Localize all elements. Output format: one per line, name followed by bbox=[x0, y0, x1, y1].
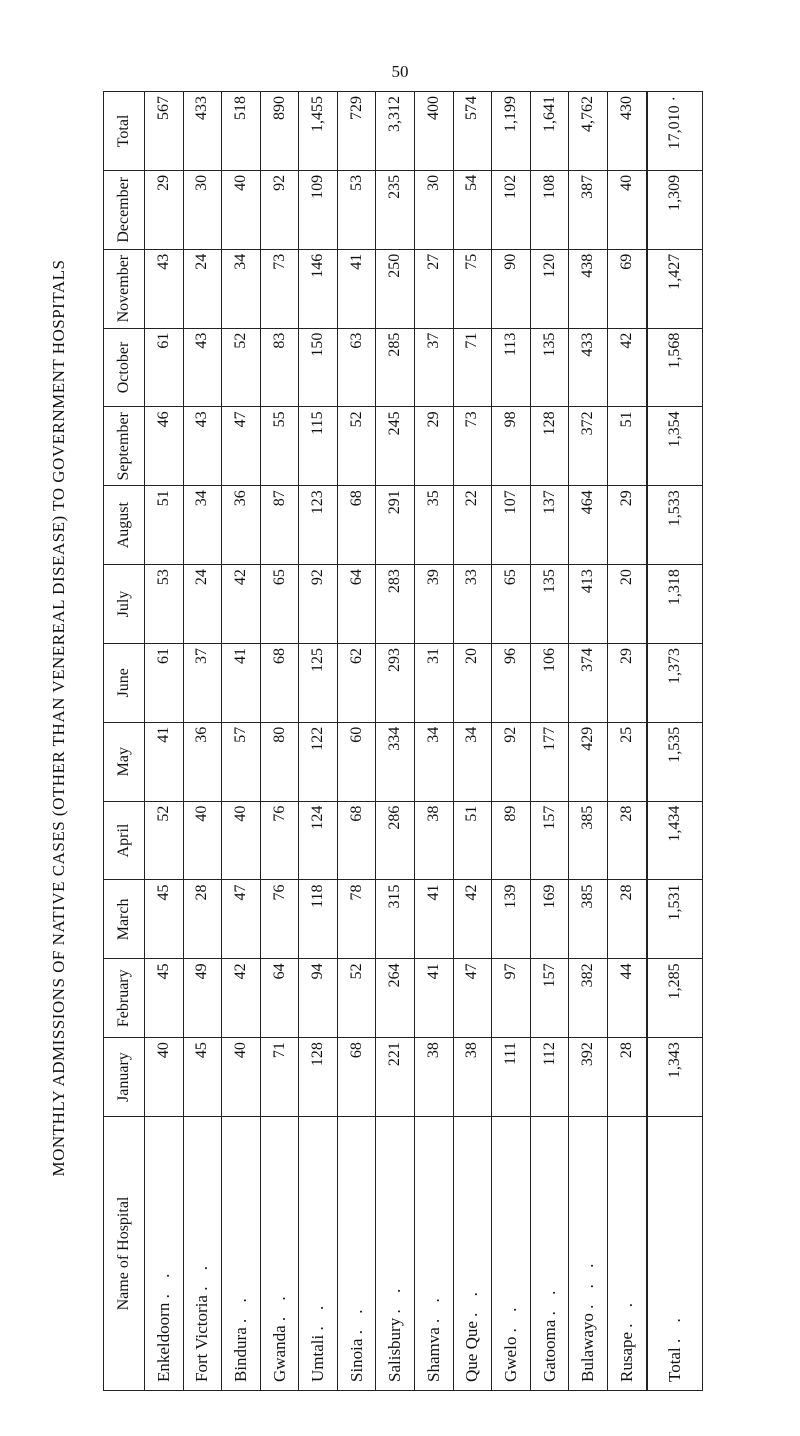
month-value-cell: 157 bbox=[530, 959, 569, 1038]
month-value-cell: 64 bbox=[337, 565, 376, 644]
column-header: October bbox=[104, 328, 145, 407]
month-value-cell: 27 bbox=[415, 249, 454, 328]
month-value-cell: 20 bbox=[453, 643, 492, 722]
month-value-cell: 20 bbox=[607, 565, 646, 644]
month-value-cell: 78 bbox=[337, 880, 376, 959]
month-value-cell: 245 bbox=[376, 407, 415, 486]
hospital-name-cell bbox=[607, 1117, 646, 1391]
month-value-cell: 34 bbox=[415, 722, 454, 801]
month-value-cell: 52 bbox=[337, 407, 376, 486]
month-value-cell: 108 bbox=[530, 170, 569, 249]
month-value-cell: 51 bbox=[453, 801, 492, 880]
month-value-cell: 64 bbox=[260, 959, 299, 1038]
month-value-cell: 68 bbox=[260, 643, 299, 722]
hospital-name-cell bbox=[299, 1117, 338, 1391]
page-title: MONTHLY ADMISSIONS OF NATIVE CASES (OTHER THAN VENEREAL DISEASE) TO GOVERNMENT HOSPITALS bbox=[49, 259, 68, 1177]
month-value-cell: 57 bbox=[222, 722, 261, 801]
table-row bbox=[222, 92, 261, 1391]
hospital-name-cell bbox=[337, 1117, 376, 1391]
column-header: November bbox=[104, 249, 145, 328]
month-value-cell: 68 bbox=[337, 801, 376, 880]
admissions-table-container bbox=[103, 91, 703, 1391]
month-value-cell: 37 bbox=[415, 328, 454, 407]
hospital-name: Sinoia bbox=[346, 1338, 366, 1382]
month-value-cell: 28 bbox=[183, 880, 222, 959]
row-total-cell: 890 bbox=[260, 92, 299, 171]
hospital-name-cell bbox=[569, 1117, 608, 1391]
month-value-cell: 22 bbox=[453, 486, 492, 565]
hospital-name-cell bbox=[376, 1117, 415, 1391]
month-value-cell: 24 bbox=[183, 565, 222, 644]
leader-dots: . . bbox=[664, 1312, 684, 1344]
month-value-cell: 47 bbox=[222, 407, 261, 486]
month-value-cell: 1,354 bbox=[647, 407, 703, 486]
month-value-cell: 235 bbox=[376, 170, 415, 249]
table-row bbox=[453, 92, 492, 1391]
month-value-cell: 29 bbox=[415, 407, 454, 486]
month-value-cell: 24 bbox=[183, 249, 222, 328]
column-header: May bbox=[104, 722, 145, 801]
hospital-name-cell bbox=[260, 1117, 299, 1391]
month-value-cell: 107 bbox=[492, 486, 531, 565]
month-value-cell: 28 bbox=[607, 880, 646, 959]
month-value-cell: 65 bbox=[260, 565, 299, 644]
month-value-cell: 40 bbox=[222, 801, 261, 880]
month-value-cell: 35 bbox=[415, 486, 454, 565]
month-value-cell: 41 bbox=[415, 880, 454, 959]
row-total-cell: 3,312 bbox=[376, 92, 415, 171]
row-total-cell: 4,762 bbox=[569, 92, 608, 171]
month-value-cell: 69 bbox=[607, 249, 646, 328]
leader-dots: . . bbox=[616, 1296, 636, 1328]
month-value-cell: 46 bbox=[145, 407, 184, 486]
hospital-name-cell bbox=[492, 1117, 531, 1391]
month-value-cell: 40 bbox=[222, 170, 261, 249]
month-value-cell: 52 bbox=[145, 801, 184, 880]
month-value-cell: 52 bbox=[222, 328, 261, 407]
month-value-cell: 115 bbox=[299, 407, 338, 486]
month-value-cell: 1,343 bbox=[647, 1038, 703, 1117]
month-value-cell: 53 bbox=[145, 565, 184, 644]
month-value-cell: 47 bbox=[453, 959, 492, 1038]
month-value-cell: 34 bbox=[222, 249, 261, 328]
month-value-cell: 285 bbox=[376, 328, 415, 407]
column-header: July bbox=[104, 565, 145, 644]
row-total-cell: 567 bbox=[145, 92, 184, 171]
month-value-cell: 94 bbox=[299, 959, 338, 1038]
table-row bbox=[415, 92, 454, 1391]
row-total-cell: 1,199 bbox=[492, 92, 531, 171]
month-value-cell: 150 bbox=[299, 328, 338, 407]
month-value-cell: 96 bbox=[492, 643, 531, 722]
column-header: April bbox=[104, 801, 145, 880]
hospital-name-cell bbox=[530, 1117, 569, 1391]
month-value-cell: 177 bbox=[530, 722, 569, 801]
month-value-cell: 97 bbox=[492, 959, 531, 1038]
month-value-cell: 111 bbox=[492, 1038, 531, 1117]
month-value-cell: 62 bbox=[337, 643, 376, 722]
month-value-cell: 169 bbox=[530, 880, 569, 959]
leader-dots: . . bbox=[385, 1282, 405, 1314]
month-value-cell: 1,535 bbox=[647, 722, 703, 801]
month-value-cell: 286 bbox=[376, 801, 415, 880]
month-value-cell: 39 bbox=[415, 565, 454, 644]
month-value-cell: 90 bbox=[492, 249, 531, 328]
month-value-cell: 109 bbox=[299, 170, 338, 249]
month-value-cell: 1,373 bbox=[647, 643, 703, 722]
leader-dots: . . . bbox=[578, 1257, 598, 1309]
month-value-cell: 429 bbox=[569, 722, 608, 801]
month-value-cell: 45 bbox=[145, 880, 184, 959]
month-value-cell: 29 bbox=[607, 643, 646, 722]
month-value-cell: 42 bbox=[222, 959, 261, 1038]
hospital-name-cell bbox=[145, 1117, 184, 1391]
month-value-cell: 98 bbox=[492, 407, 531, 486]
month-value-cell: 125 bbox=[299, 643, 338, 722]
month-value-cell: 25 bbox=[607, 722, 646, 801]
month-value-cell: 41 bbox=[415, 959, 454, 1038]
month-value-cell: 433 bbox=[569, 328, 608, 407]
table-row bbox=[607, 92, 646, 1391]
hospital-name: Rusape bbox=[616, 1331, 636, 1382]
leader-dots: . . bbox=[308, 1299, 328, 1331]
leader-dots: . . bbox=[269, 1290, 289, 1322]
hospital-name: Gwanda bbox=[269, 1325, 289, 1382]
month-value-cell: 36 bbox=[183, 722, 222, 801]
month-value-cell: 73 bbox=[453, 407, 492, 486]
row-total-cell: 433 bbox=[183, 92, 222, 171]
hospital-name-cell bbox=[222, 1117, 261, 1391]
month-value-cell: 61 bbox=[145, 643, 184, 722]
table-row bbox=[299, 92, 338, 1391]
month-value-cell: 41 bbox=[145, 722, 184, 801]
month-value-cell: 372 bbox=[569, 407, 608, 486]
month-value-cell: 392 bbox=[569, 1038, 608, 1117]
month-value-cell: 89 bbox=[492, 801, 531, 880]
month-value-cell: 291 bbox=[376, 486, 415, 565]
header-row bbox=[104, 92, 145, 1391]
column-header: June bbox=[104, 643, 145, 722]
month-value-cell: 464 bbox=[569, 486, 608, 565]
table-row bbox=[145, 92, 184, 1391]
month-value-cell: 34 bbox=[453, 722, 492, 801]
hospital-name-cell bbox=[183, 1117, 222, 1391]
month-value-cell: 92 bbox=[492, 722, 531, 801]
month-value-cell: 30 bbox=[183, 170, 222, 249]
month-value-cell: 1,285 bbox=[647, 959, 703, 1038]
month-value-cell: 283 bbox=[376, 565, 415, 644]
month-value-cell: 120 bbox=[530, 249, 569, 328]
month-value-cell: 146 bbox=[299, 249, 338, 328]
table-row bbox=[337, 92, 376, 1391]
table-row bbox=[260, 92, 299, 1391]
table-row bbox=[530, 92, 569, 1391]
column-header: Name of Hospital bbox=[104, 1117, 145, 1391]
month-value-cell: 112 bbox=[530, 1038, 569, 1117]
month-value-cell: 106 bbox=[530, 643, 569, 722]
month-value-cell: 28 bbox=[607, 801, 646, 880]
month-value-cell: 71 bbox=[453, 328, 492, 407]
month-value-cell: 42 bbox=[607, 328, 646, 407]
month-value-cell: 49 bbox=[183, 959, 222, 1038]
month-value-cell: 92 bbox=[260, 170, 299, 249]
month-value-cell: 139 bbox=[492, 880, 531, 959]
table-row bbox=[569, 92, 608, 1391]
month-value-cell: 41 bbox=[222, 643, 261, 722]
leader-dots: . . bbox=[423, 1292, 443, 1323]
column-header: Total bbox=[104, 92, 145, 171]
month-value-cell: 71 bbox=[260, 1038, 299, 1117]
month-value-cell: 293 bbox=[376, 643, 415, 722]
column-header: August bbox=[104, 486, 145, 565]
month-value-cell: 1,531 bbox=[647, 880, 703, 959]
month-value-cell: 80 bbox=[260, 722, 299, 801]
month-value-cell: 38 bbox=[415, 801, 454, 880]
row-total-cell: 574 bbox=[453, 92, 492, 171]
column-header: February bbox=[104, 959, 145, 1038]
table-row bbox=[492, 92, 531, 1391]
month-value-cell: 34 bbox=[183, 486, 222, 565]
month-value-cell: 1,533 bbox=[647, 486, 703, 565]
month-value-cell: 36 bbox=[222, 486, 261, 565]
hospital-name: Gwelo bbox=[500, 1336, 520, 1382]
row-total-cell: 17,010 · bbox=[647, 92, 703, 171]
month-value-cell: 387 bbox=[569, 170, 608, 249]
hospital-name: Fort Victoria bbox=[192, 1295, 212, 1382]
month-value-cell: 83 bbox=[260, 328, 299, 407]
month-value-cell: 1,427 bbox=[647, 249, 703, 328]
month-value-cell: 334 bbox=[376, 722, 415, 801]
row-total-cell: 1,455 bbox=[299, 92, 338, 171]
month-value-cell: 382 bbox=[569, 959, 608, 1038]
month-value-cell: 55 bbox=[260, 407, 299, 486]
month-value-cell: 44 bbox=[607, 959, 646, 1038]
month-value-cell: 54 bbox=[453, 170, 492, 249]
month-value-cell: 68 bbox=[337, 1038, 376, 1117]
month-value-cell: 41 bbox=[337, 249, 376, 328]
hospital-name-cell bbox=[453, 1117, 492, 1391]
month-value-cell: 123 bbox=[299, 486, 338, 565]
hospital-name: Salisbury bbox=[385, 1317, 405, 1382]
leader-dots: . . bbox=[230, 1292, 250, 1323]
hospital-name: Gatooma bbox=[539, 1319, 559, 1382]
month-value-cell: 438 bbox=[569, 249, 608, 328]
column-header: September bbox=[104, 407, 145, 486]
row-total-cell: 400 bbox=[415, 92, 454, 171]
month-value-cell: 76 bbox=[260, 801, 299, 880]
month-value-cell: 38 bbox=[453, 1038, 492, 1117]
row-total-cell: 729 bbox=[337, 92, 376, 171]
month-value-cell: 42 bbox=[453, 880, 492, 959]
month-value-cell: 43 bbox=[183, 407, 222, 486]
hospital-name-cell bbox=[415, 1117, 454, 1391]
month-value-cell: 250 bbox=[376, 249, 415, 328]
row-total-cell: 430 bbox=[607, 92, 646, 171]
month-value-cell: 73 bbox=[260, 249, 299, 328]
month-value-cell: 1,568 bbox=[647, 328, 703, 407]
month-value-cell: 30 bbox=[415, 170, 454, 249]
hospital-name: Umtali bbox=[308, 1334, 328, 1382]
month-value-cell: 374 bbox=[569, 643, 608, 722]
month-value-cell: 1,309 bbox=[647, 170, 703, 249]
month-value-cell: 40 bbox=[183, 801, 222, 880]
month-value-cell: 1,434 bbox=[647, 801, 703, 880]
month-value-cell: 37 bbox=[183, 643, 222, 722]
month-value-cell: 385 bbox=[569, 801, 608, 880]
month-value-cell: 51 bbox=[607, 407, 646, 486]
column-header: January bbox=[104, 1038, 145, 1117]
row-total-cell: 1,641 bbox=[530, 92, 569, 171]
month-value-cell: 128 bbox=[299, 1038, 338, 1117]
month-value-cell: 43 bbox=[183, 328, 222, 407]
month-value-cell: 47 bbox=[222, 880, 261, 959]
hospital-name: Bindura bbox=[230, 1327, 250, 1382]
leader-dots: . . bbox=[346, 1303, 366, 1335]
month-value-cell: 264 bbox=[376, 959, 415, 1038]
month-value-cell: 40 bbox=[607, 170, 646, 249]
month-value-cell: 135 bbox=[530, 328, 569, 407]
hospital-name: Enkeldoorn bbox=[153, 1302, 173, 1382]
month-value-cell: 315 bbox=[376, 880, 415, 959]
month-value-cell: 102 bbox=[492, 170, 531, 249]
table-row bbox=[183, 92, 222, 1391]
month-value-cell: 42 bbox=[222, 565, 261, 644]
month-value-cell: 40 bbox=[145, 1038, 184, 1117]
month-value-cell: 124 bbox=[299, 801, 338, 880]
month-value-cell: 157 bbox=[530, 801, 569, 880]
month-value-cell: 52 bbox=[337, 959, 376, 1038]
column-header: March bbox=[104, 880, 145, 959]
month-value-cell: 135 bbox=[530, 565, 569, 644]
leader-dots: . . bbox=[500, 1301, 520, 1333]
month-value-cell: 31 bbox=[415, 643, 454, 722]
month-value-cell: 63 bbox=[337, 328, 376, 407]
month-value-cell: 40 bbox=[222, 1038, 261, 1117]
month-value-cell: 1,318 bbox=[647, 565, 703, 644]
hospital-name: Que Que bbox=[462, 1321, 482, 1382]
month-value-cell: 61 bbox=[145, 328, 184, 407]
month-value-cell: 60 bbox=[337, 722, 376, 801]
month-value-cell: 53 bbox=[337, 170, 376, 249]
month-value-cell: 33 bbox=[453, 565, 492, 644]
admissions-table bbox=[103, 91, 703, 1391]
hospital-name: Shamva bbox=[423, 1327, 443, 1382]
month-value-cell: 385 bbox=[569, 880, 608, 959]
month-value-cell: 45 bbox=[145, 959, 184, 1038]
month-value-cell: 122 bbox=[299, 722, 338, 801]
total-row bbox=[647, 92, 703, 1391]
hospital-name: Bulawayo bbox=[578, 1313, 598, 1382]
leader-dots: . . bbox=[153, 1267, 173, 1299]
month-value-cell: 413 bbox=[569, 565, 608, 644]
column-header: December bbox=[104, 170, 145, 249]
month-value-cell: 118 bbox=[299, 880, 338, 959]
month-value-cell: 65 bbox=[492, 565, 531, 644]
month-value-cell: 92 bbox=[299, 565, 338, 644]
total-label: Total bbox=[664, 1347, 684, 1382]
month-value-cell: 75 bbox=[453, 249, 492, 328]
month-value-cell: 43 bbox=[145, 249, 184, 328]
month-value-cell: 76 bbox=[260, 880, 299, 959]
leader-dots: . . bbox=[192, 1260, 212, 1291]
leader-dots: . . bbox=[462, 1286, 482, 1317]
month-value-cell: 45 bbox=[183, 1038, 222, 1117]
table-row bbox=[376, 92, 415, 1391]
month-value-cell: 29 bbox=[145, 170, 184, 249]
month-value-cell: 68 bbox=[337, 486, 376, 565]
page-number: 50 bbox=[391, 62, 409, 81]
month-value-cell: 137 bbox=[530, 486, 569, 565]
month-value-cell: 221 bbox=[376, 1038, 415, 1117]
month-value-cell: 28 bbox=[607, 1038, 646, 1117]
month-value-cell: 29 bbox=[607, 486, 646, 565]
leader-dots: . . bbox=[539, 1284, 559, 1316]
month-value-cell: 38 bbox=[415, 1038, 454, 1117]
month-value-cell: 113 bbox=[492, 328, 531, 407]
month-value-cell: 87 bbox=[260, 486, 299, 565]
month-value-cell: 51 bbox=[145, 486, 184, 565]
month-value-cell: 128 bbox=[530, 407, 569, 486]
table-body bbox=[145, 92, 703, 1391]
row-total-cell: 518 bbox=[222, 92, 261, 171]
total-label-cell bbox=[647, 1117, 703, 1391]
